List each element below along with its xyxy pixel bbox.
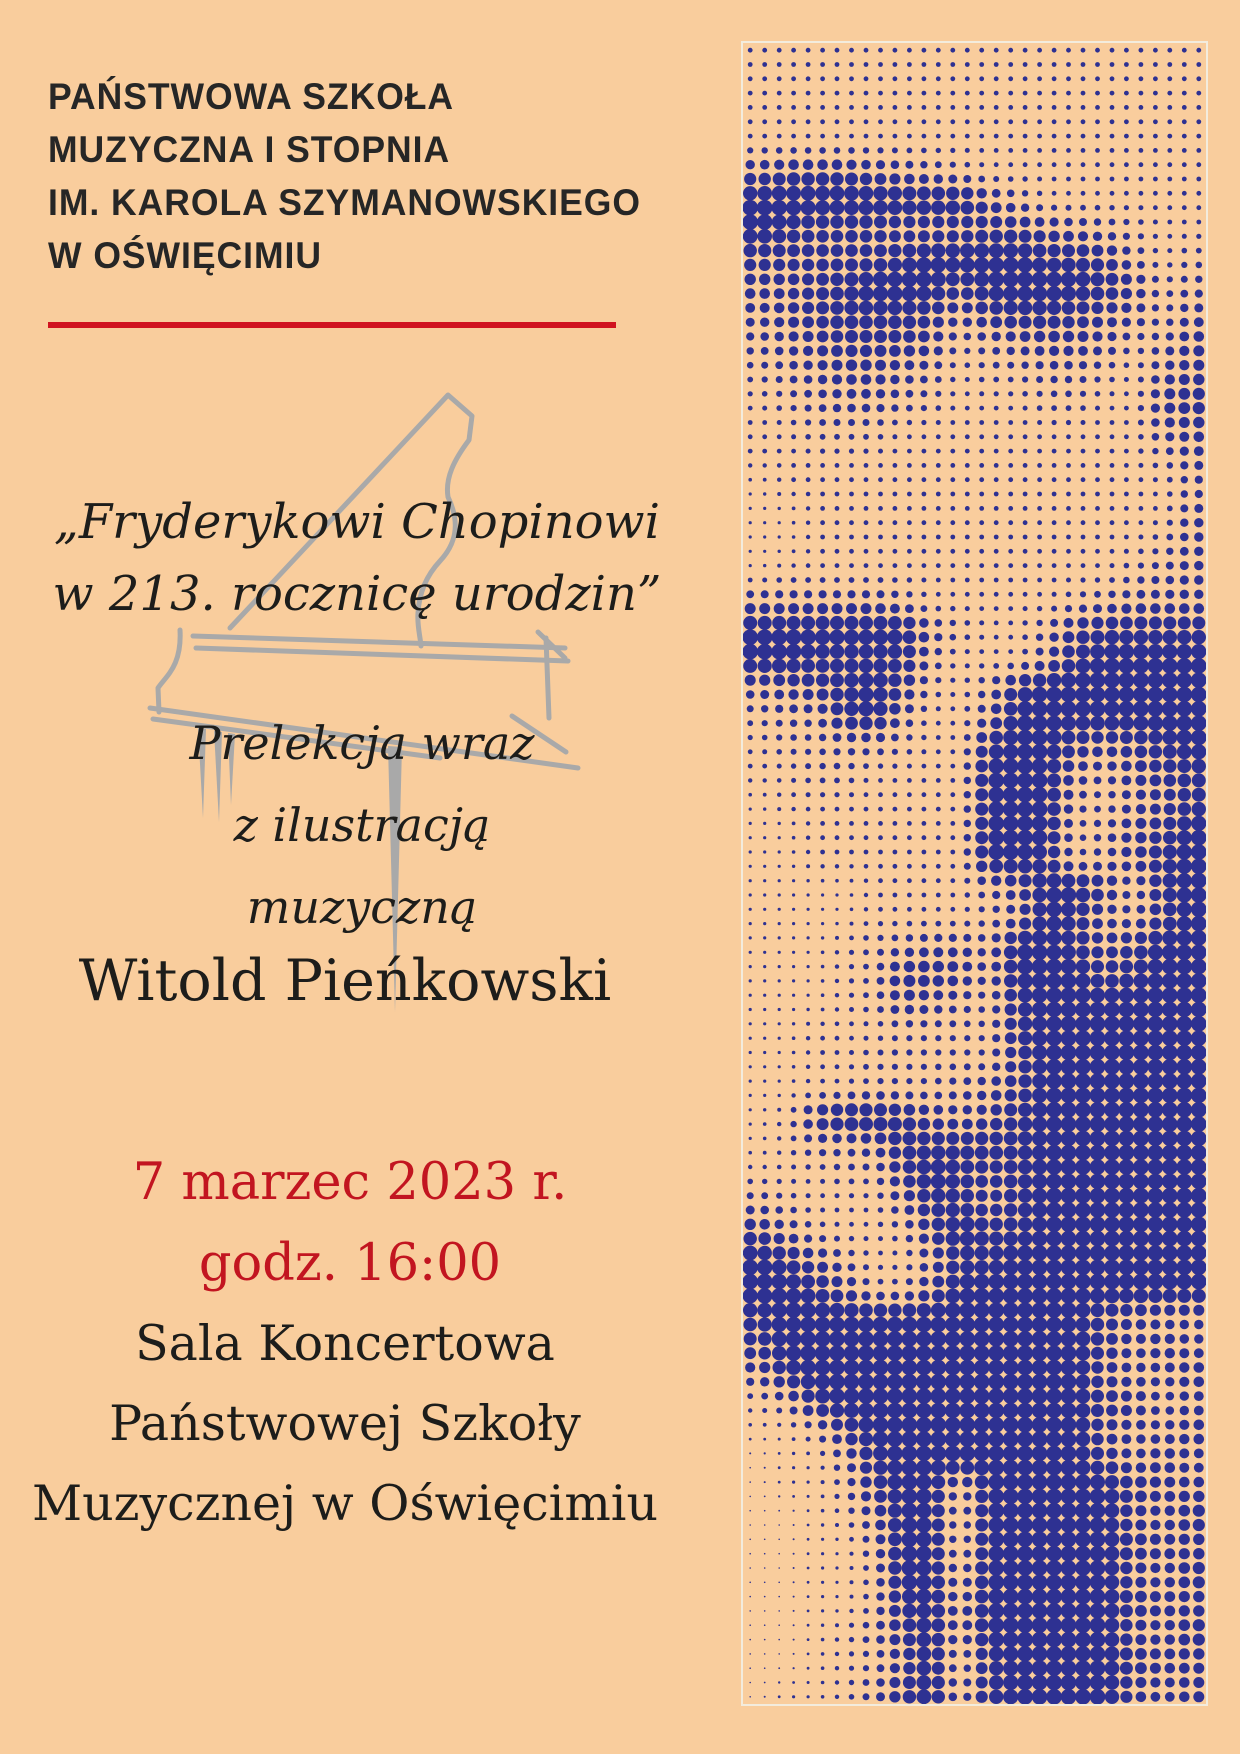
event-title-line-2: w 213. rocznicę urodzin”: [52, 566, 662, 622]
performer-name: Witold Pieńkowski: [78, 948, 612, 1014]
event-datetime: [0, 1142, 700, 1304]
school-name-line-2: MUZYCZNA I STOPNIA: [48, 129, 451, 170]
school-name-line-1: PAŃSTWOWA SZKOŁA: [48, 76, 455, 117]
event-subtitle: [0, 702, 724, 948]
event-title: [0, 486, 714, 630]
event-subtitle-line-3: muzyczną: [246, 880, 478, 934]
event-subtitle-line-1: Prelekcja wraz: [189, 716, 535, 770]
event-time: godz. 16:00: [198, 1234, 502, 1293]
event-title-line-1: „Fryderykowi Chopinowi: [54, 494, 660, 550]
event-venue: [0, 1304, 690, 1544]
event-venue-line-3: Muzycznej w Oświęcimiu: [31, 1475, 659, 1532]
event-venue-line-2: Państwowej Szkoły: [109, 1395, 581, 1452]
red-divider-line: [48, 322, 616, 328]
chopin-halftone-portrait: [741, 41, 1208, 1706]
school-name-line-4: W OŚWIĘCIMIU: [48, 235, 322, 276]
event-subtitle-line-2: z ilustracją: [233, 798, 491, 852]
event-venue-line-1: Sala Koncertowa: [135, 1315, 555, 1372]
school-name: [48, 70, 641, 282]
school-name-line-3: IM. KAROLA SZYMANOWSKIEGO: [48, 182, 641, 223]
event-date: 7 marzec 2023 r.: [132, 1153, 568, 1212]
